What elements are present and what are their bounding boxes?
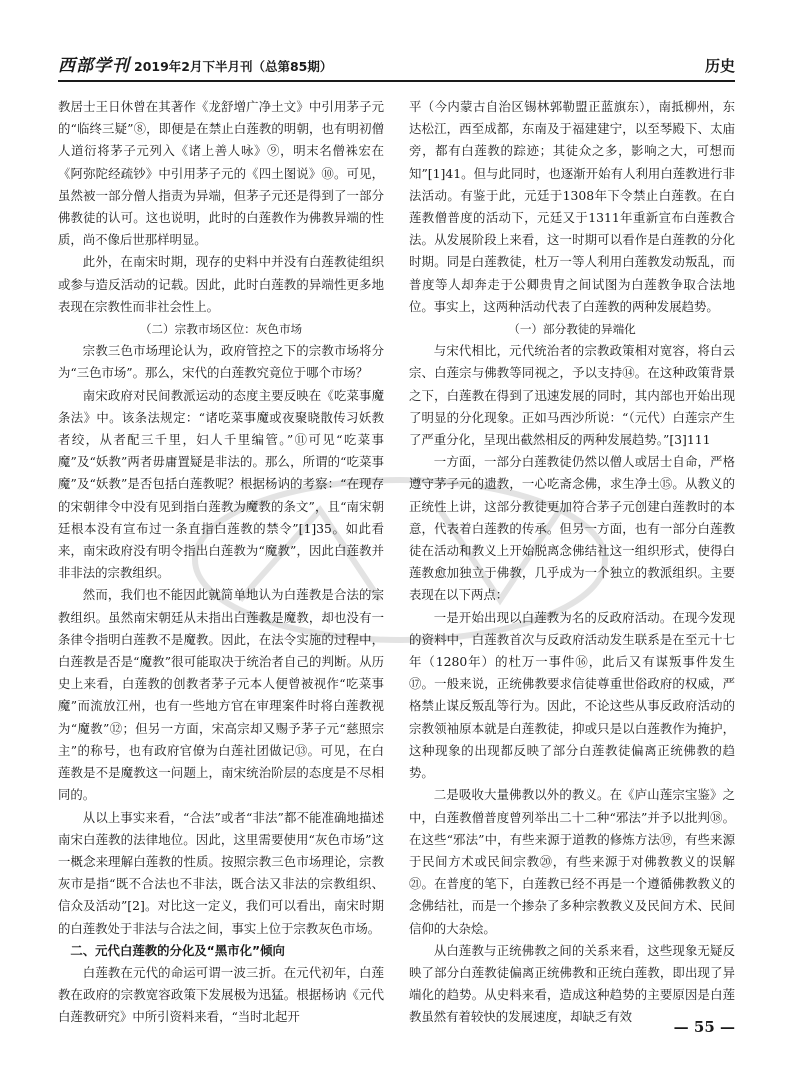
paragraph: 平（今内蒙古自治区锡林郭勒盟正蓝旗东），南抵柳州，东达松江，西至成都，东南及于福建建宁，以至琴殿下、太庙旁，都有白莲教的踪迹；其徒众之多，影响之大，可想而知”[1]41。但与此同时，也逐渐开始有人利用白莲教进行非法活动。有鉴于此，元廷于1308年下令禁止白莲教。在白莲教僧普度的活动下，元廷又于1311年重新宣布白莲教合法。从发展阶段上来看，这一时期可以看作是白莲教的分化时期。同是白莲教徒，杜万一等人利用白莲教发动叛乱，而普度等人却奔走于公卿贵胄之间试图为白莲教争取合法地位。事实上，这两种活动代表了白莲教的两种发展趋势。 (409, 99, 735, 314)
paragraph: 南宋政府对民间教派运动的态度主要反映在《吃菜事魔条法》中。该条法规定：“诸吃菜事魔或夜聚晓散传习妖教者绞，从者配三千里，妇人千里编管。”⑪可见“吃菜事魔”及“妖教”两者毋庸置疑是非法的。那么，所谓的“吃菜事魔”及“妖教”是否包括白莲教呢？根据杨讷的考察：“在现存的宋朝律令中没有见到指白莲教为魔教的条文”，且“南宋朝廷根本没有宣布过一条直指白莲教的禁令”[1]35。如此看来，南宋政府没有明令指出白莲教为“魔教”，因此白莲教并非非法的宗教组织。 (58, 387, 384, 581)
paragraph: 白莲教在元代的命运可谓一波三折。在元代初年，白莲教在政府的宗教宽容政策下发展极为迅猛。根据杨讷《元代白莲教研究》中所引资料来看，“当时北起开 (58, 964, 384, 1025)
paragraph: 从白莲教与正统佛教之间的关系来看，这些现象无疑反映了部分白莲教徒偏离正统佛教和正统白莲教，即出现了异端化的趋势。从史料来看，造成这种趋势的主要原因是白莲教虽然有着较快的发展速度，却缺乏有效 (409, 942, 735, 1025)
header-left (58, 51, 332, 80)
paragraph: 此外，在南宋时期，现存的史料中并没有白莲教徒组织或参与造反活动的记载。因此，此时白莲教的异端性更多地表现在宗教性而非社会性上。 (58, 254, 384, 314)
article-body (58, 96, 735, 1029)
paragraph: 宗教三色市场理论认为，政府管控之下的宗教市场将分为“三色市场”。那么，宋代的白莲教究竟位于哪个市场？ (58, 343, 384, 381)
page-number: — 55 — (673, 1018, 735, 1036)
journal-logo: 西部学刊 (58, 56, 130, 76)
paragraph: 二是吸收大量佛教以外的教义。在《庐山莲宗宝鉴》之中，白莲教僧普度曾列举出二十二种“邪法”并予以批判⑱。在这些“邪法”中，有些来源于道教的修炼方法⑲，有些来源于民间方术或民间宗教⑳，有些来源于对佛教教义的误解㉑。在普度的笔下，白莲教已经不再是一个遵循佛教教义的念佛结社，而是一个掺杂了多种宗教教义及民间方术、民间信仰的大杂烩。 (409, 787, 735, 936)
issue-info: 2019年2月下半月刊（总第85期） (134, 59, 333, 74)
subsection-heading: （二）宗教市场区位：灰色市场 (139, 322, 303, 337)
paragraph: 与宋代相比，元代统治者的宗教政策相对宽容，将白云宗、白莲宗与佛教等同视之，予以支持⑭。在这种政策背景之下，白莲教在得到了迅速发展的同时，其内部也开始出现了明显的分化现象。正如马西沙所说：“（元代）白莲宗产生了严重分化，呈现出截然相反的两种发展趋势。”[3]111 (409, 343, 735, 448)
paragraph: 从以上事实来看，“合法”或者“非法”都不能准确地描述南宋白莲教的法律地位。因此，这里需要使用“灰色市场”这一概念来理解白莲教的性质。按照宗教三色市场理论，宗教灰市是指“既不合法也不非法，既合法又非法的宗教组织、信众及活动”[2]。对比这一定义，我们可以看出，南宋时期的白莲教处于非法与合法之间，事实上位于宗教灰色市场。 (58, 809, 384, 936)
paragraph: 一是开始出现以白莲教为名的反政府活动。在现今发现的资料中，白莲教首次与反政府活动发生联系是在至元十七年（1280年）的杜万一事件⑯，此后又有谋叛事件发生⑰。一般来说，正统佛教要求信徒尊重世俗政府的权威，严格禁止谋反叛乱等行为。因此，不论这些从事反政府活动的宗教领袖原本就是白莲教徒，抑或只是以白莲教作为掩护，这种现象的出现都反映了部分白莲教徒偏离正统佛教的趋势。 (409, 609, 735, 781)
left-column (58, 96, 384, 1029)
paragraph: 然而，我们也不能因此就简单地认为白莲教是合法的宗教组织。虽然南宋朝廷从未指出白莲教是魔教，却也没有一条律令指明白莲教不是魔教。因此，在法令实施的过程中，白莲教是否是“魔教”很可能取决于统治者自己的判断。从历史上来看，白莲教的创教者茅子元本人便曾被视作“吃菜事魔”而流放江州，也有一些地方官在审理案件时将白莲教视为“魔教”⑫；但另一方面，宋高宗却又赐予茅子元“慈照宗主”的称号，也有政府官僚为白莲社团做记⑬。可见，在白莲教是不是魔教这一问题上，南宋统治阶层的态度是不尽相同的。 (58, 587, 384, 803)
right-column (409, 96, 735, 1029)
paragraph: 一方面，一部分白莲教徒仍然以僧人或居士自命，严格遵守茅子元的遗教，一心吃斋念佛，求生净土⑮。从教义的正统性上讲，这部分教徒更加符合茅子元创建白莲教时的本意，代表着白莲教的传承。但另一方面，也有一部分白莲教徒在活动和教义上开始脱离念佛结社这一组织形式，使得白莲教愈加独立于佛教，几乎成为一个独立的教派组织。主要表现在以下两点： (409, 454, 735, 603)
running-header (58, 50, 735, 82)
section-heading: 二、元代白莲教的分化及“黑市化”倾向 (70, 942, 285, 958)
paragraph: 教居士王日休曾在其著作《龙舒增广净土文》中引用茅子元的“临终三疑”⑧，即便是在禁止白莲教的明朝，也有明初僧人道衍将茅子元列入《诸上善人咏》⑨，明末名僧袾宏在《阿弥陀经疏钞》中引用茅子元的《四土图说》⑩。可见，虽然被一部分僧人指责为异端，但茅子元还是得到了一部分佛教徒的认可。这也说明，此时的白莲教作为佛教异端的性质，尚不像后世那样明显。 (58, 99, 384, 248)
section-label: 历史 (704, 57, 735, 75)
subsection-heading: （一）部分教徒的异端化 (508, 322, 636, 337)
